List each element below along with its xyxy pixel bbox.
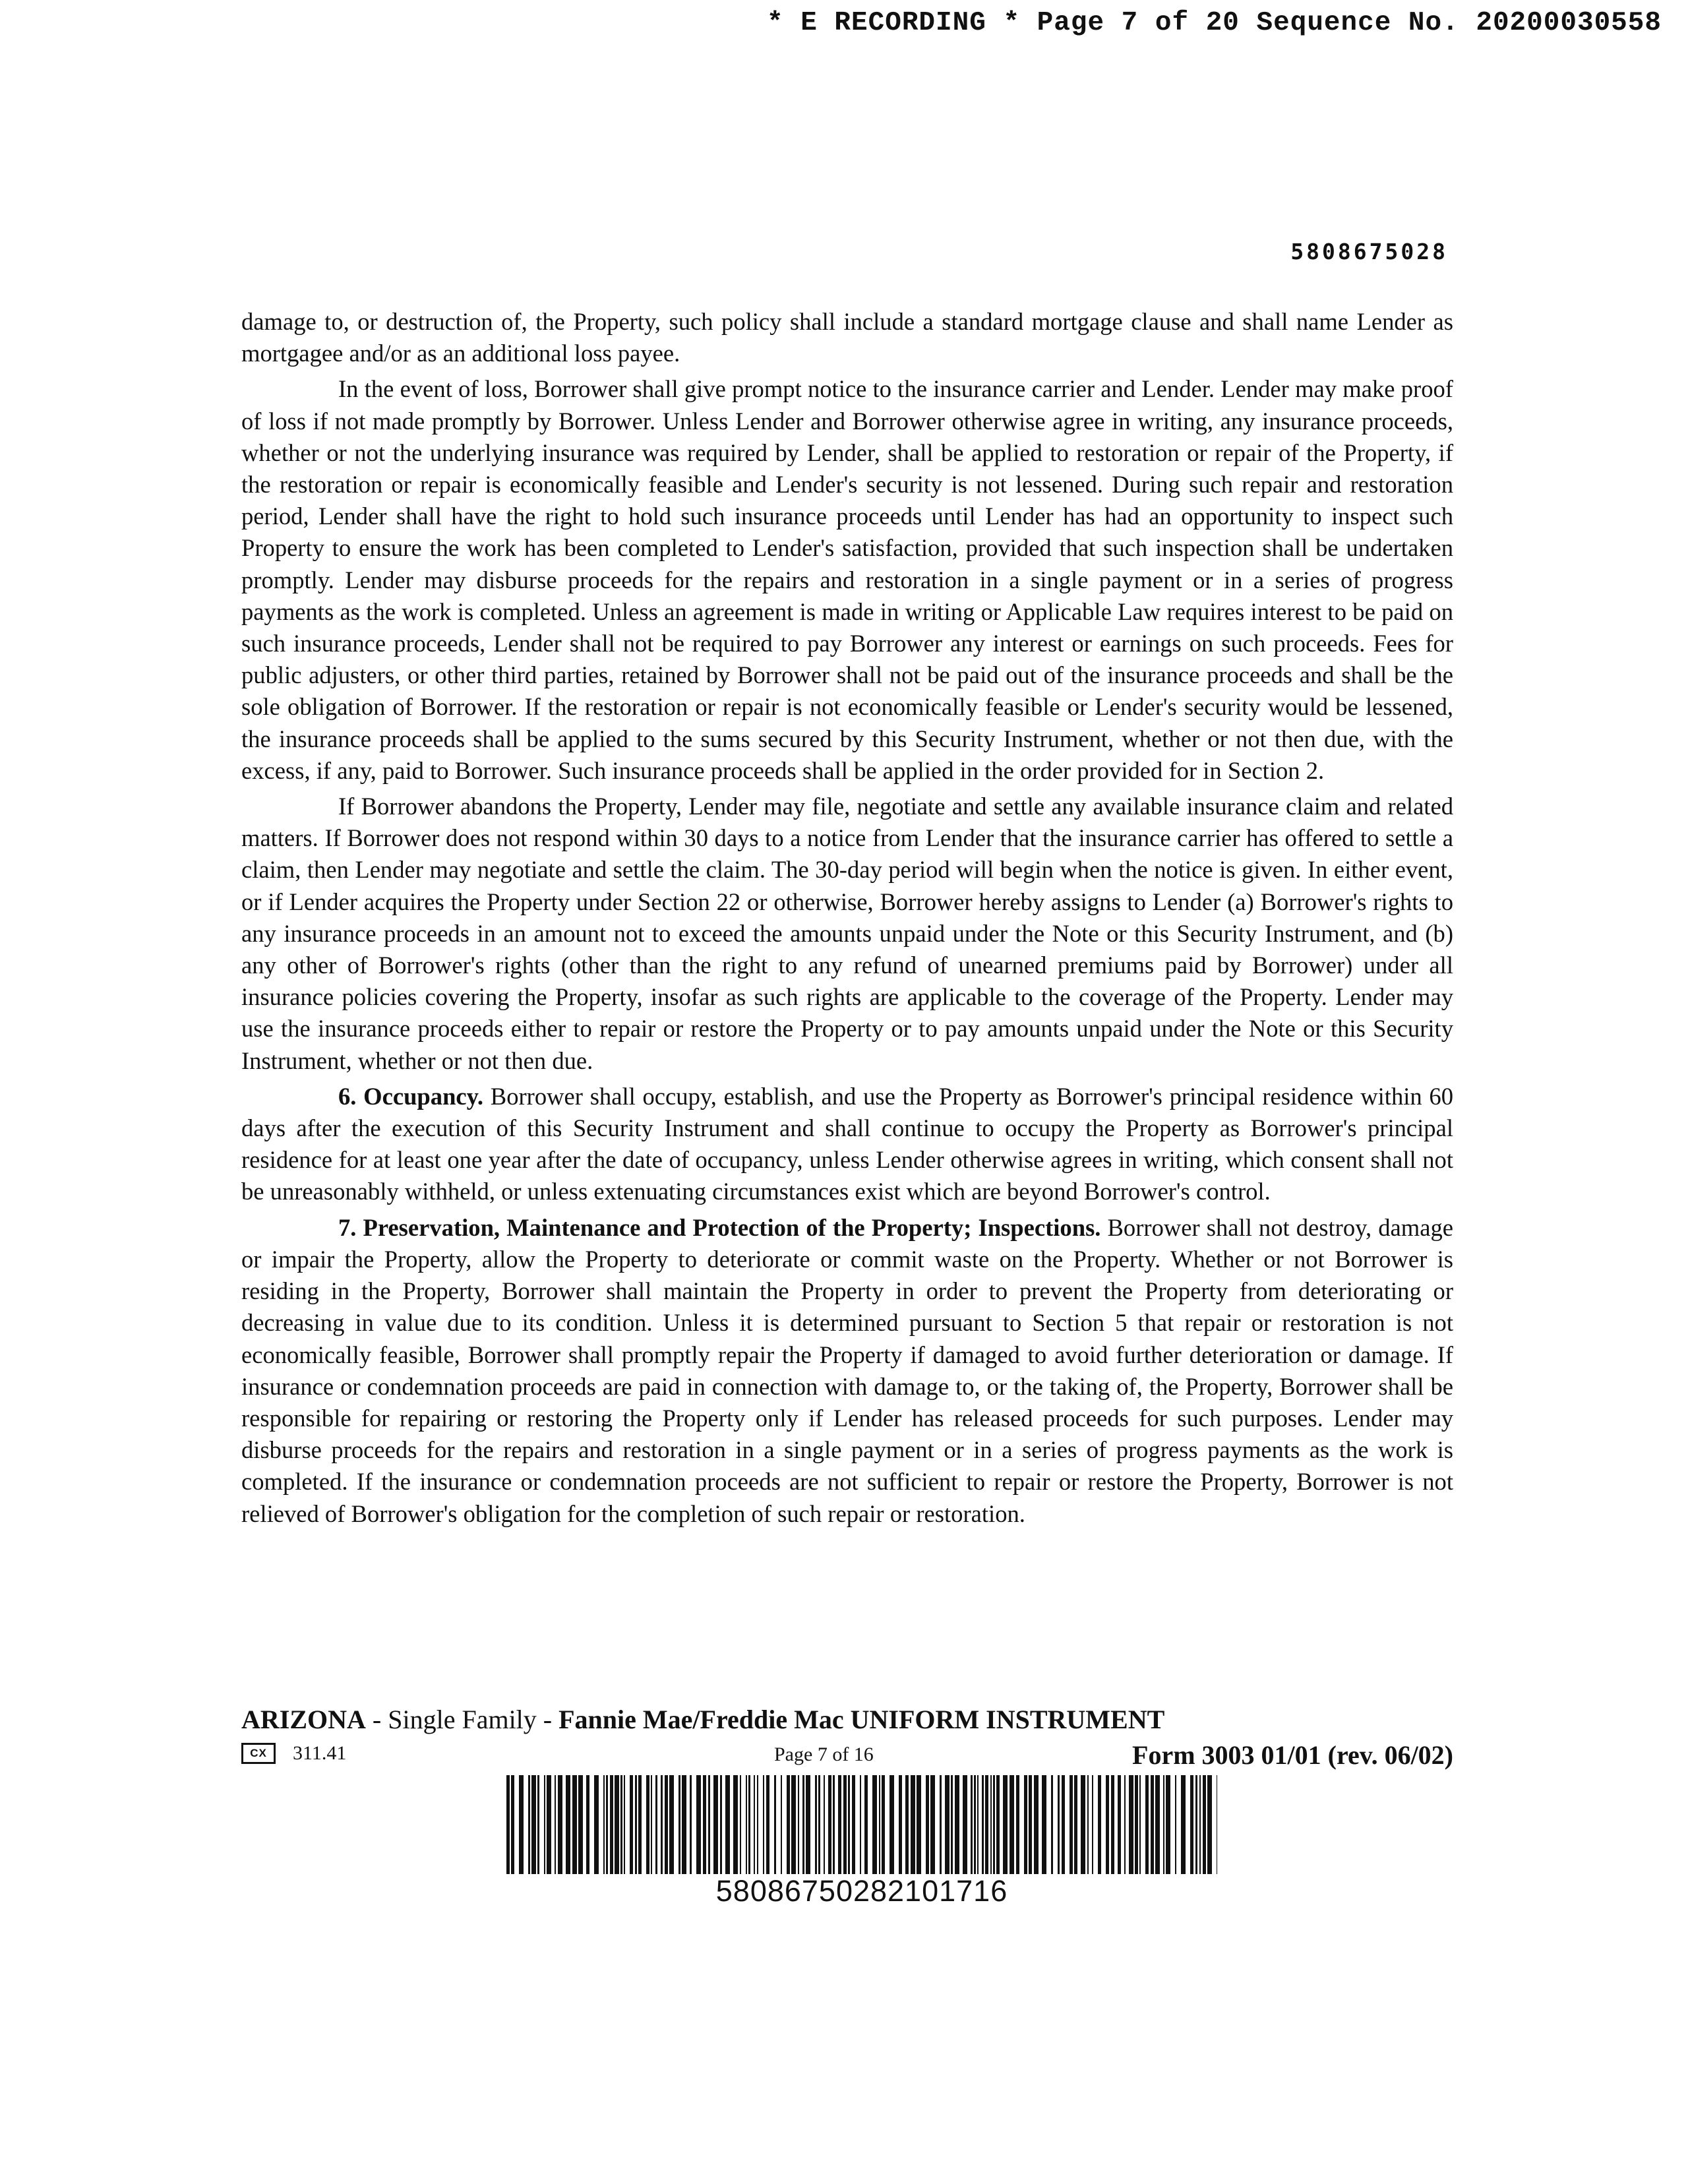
form-number: Form 3003 01/01 (rev. 06/02) — [1132, 1740, 1453, 1770]
page-number: Page 7 of 16 — [774, 1744, 874, 1765]
form-code-block — [241, 1742, 346, 1765]
barcode-icon — [506, 1775, 1217, 1874]
footer-instrument-title — [241, 1704, 1164, 1735]
recording-stamp: * E RECORDING * Page 7 of 20 Sequence No. 20200030558 — [766, 8, 1662, 38]
body-paragraph — [241, 1081, 1453, 1208]
paragraph-text: In the event of loss, Borrower shall give prompt notice to the insurance carrier and Lender. Lender may make proof of loss if not made promptly by Borrower. Unless Lender and Borrower otherwise agree in writing, any insurance proceeds, whether or not the underlying insurance was required by Lender, shall be applied to restoration or repair of the Property, if the restoration or repair is economically feasible and Lender's security is not lessened. During such repair and restoration period, Lender shall have the right to hold such insurance proceeds until Lender has had an opportunity to inspect such Property to ensure the work has been completed to Lender's satisfaction, provided that such inspection shall be undertaken promptly. Lender may disburse proceeds for the repairs and restoration in a single payment or in a series of progress payments as the work is completed. Unless an agreement is made in writing or Applicable Law requires interest to be paid on such insurance proceeds, Lender shall not be required to pay Borrower any interest or earnings on such proceeds. Fees for public adjusters, or other third parties, retained by Borrower shall not be paid out of the insurance proceeds and shall be the sole obligation of Borrower. If the restoration or repair is not economically feasible or Lender's security would be lessened, the insurance proceeds shall be applied to the sums secured by this Security Instrument, whether or not then due, with the excess, if any, paid to Borrower. Such insurance proceeds shall be applied in the order provided for in Section 2. — [241, 375, 1453, 784]
body-paragraph — [241, 306, 1453, 369]
footer-state: ARIZONA — [241, 1705, 366, 1734]
footer-row — [241, 1740, 1453, 1770]
body-paragraph — [241, 791, 1453, 1077]
cx-logo-icon: CX — [241, 1743, 276, 1764]
body-paragraph — [241, 1212, 1453, 1530]
paragraph-text: Borrower shall not destroy, damage or impair the Property, allow the Property to deteriorate or commit waste on the Property. Whether or not Borrower is residing in the Property, Borrower shall maintain the Property in order to prevent the Property from deteriorating or decreasing in value due to its condition. Unless it is determined pursuant to Section 5 that repair or restoration is not economically feasible, Borrower shall promptly repair the Property if damaged to avoid further deterioration or damage. If insurance or condemnation proceeds are paid in connection with damage to, or the taking of, the Property, Borrower shall be responsible for repairing or restoring the Property only if Lender has released proceeds for such purposes. Lender may disburse proceeds for the repairs and restoration in a single payment or in a series of progress payments as the work is completed. If the insurance or condemnation proceeds are not sufficient to repair or restore the Property, Borrower is not relieved of Borrower's obligation for the completion of such repair or restoration. — [241, 1213, 1453, 1527]
footer-instrument-name: Fannie Mae/Freddie Mac UNIFORM INSTRUMENT — [558, 1705, 1165, 1734]
form-code: 311.41 — [293, 1742, 347, 1764]
barcode-number: 58086750282101716 — [715, 1874, 1008, 1908]
footer-separator: - Single Family - — [365, 1705, 559, 1734]
paragraph-text: If Borrower abandons the Property, Lender may file, negotiate and settle any available insurance claim and related matters. If Borrower does not respond within 30 days to a notice from Lender that the insurance carrier has offered to settle a claim, then Lender may negotiate and settle the claim. The 30-day period will begin when the notice is given. In either event, or if Lender acquires the Property under Section 22 or otherwise, Borrower hereby assigns to Lender (a) Borrower's rights to any insurance proceeds in an amount not to exceed the amounts unpaid under the Note or this Security Instrument, and (b) any other of Borrower's rights (other than the right to any refund of unearned premiums paid by Borrower) under all insurance policies covering the Property, insofar as such rights are applicable to the coverage of the Property. Lender may use the insurance proceeds either to repair or restore the Property or to pay amounts unpaid under the Note or this Security Instrument, whether or not then due. — [241, 793, 1453, 1074]
section-heading: 7. Preservation, Maintenance and Protection of the Property; Inspections. — [338, 1213, 1101, 1241]
paragraph-text: Borrower shall occupy, establish, and use the Property as Borrower's principal residence within 60 days after the execution of this Security Instrument and shall continue to occupy the Property as Borrower's principal residence for at least one year after the date of occupancy, unless Lender otherwise agrees in writing, which consent shall not be unreasonably withheld, or unless extenuating circumstances exist which are beyond Borrower's control. — [241, 1082, 1453, 1205]
paragraph-text: damage to, or destruction of, the Property, such policy shall include a standard mortgage clause and shall name Lender as mortgagee and/or as an additional loss payee. — [241, 308, 1453, 367]
section-heading: 6. Occupancy. — [338, 1082, 484, 1110]
loan-number: 5808675028 — [1290, 239, 1448, 264]
document-body — [241, 306, 1453, 1534]
body-paragraph — [241, 373, 1453, 787]
